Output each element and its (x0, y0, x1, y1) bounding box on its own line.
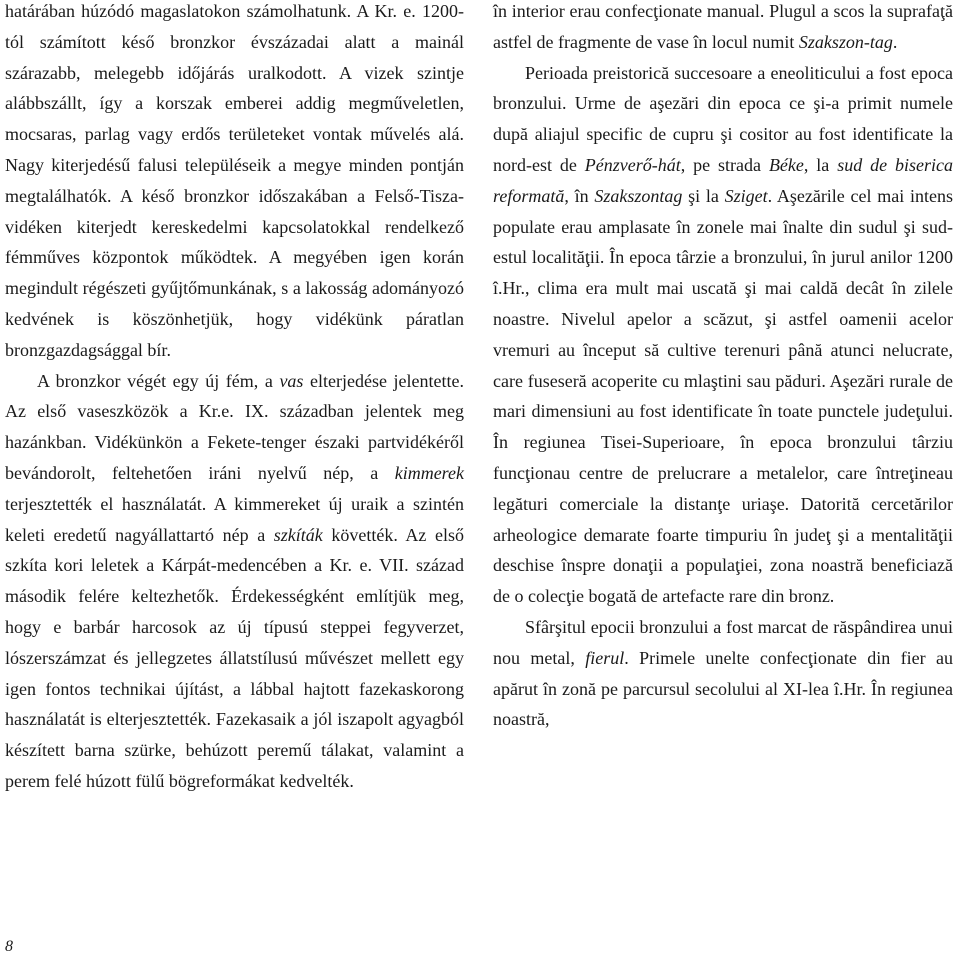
right-column-romanian (493, 0, 953, 735)
paragraph-text: , în (564, 185, 595, 206)
page-number: 8 (5, 938, 13, 955)
paragraph-text: în interior erau confecţionate manual. Plugul a scos la suprafaţă astfel de fragmente de vase în locul numit (493, 1, 953, 52)
paragraph-text: határában húzódó magaslatokon számolhatunk. A Kr. e. 1200-tól számított késő bronzkor évszázadai alatt a mainál szárazabb, melegebb időjárás uralkodott. A vizek szintje alábbszállt, így a korszak emberei addig megműveletlen, mocsaras, parlag vagy erdős területeket vontak művelés alá. Nagy kiterjedésű falusi településeik a megye minden pontján megtalálhatók. A késő bronzkor időszakában a Felső-Tisza-vidéken kiterjedt kereskedelmi kapcsolatokkal rendelkező fémműves központok működtek. A megyében igen korán megindult régészeti gyűjtőmunkának, s a lakosság adományozó kedvének is köszönhetjük, hogy vidékünk páratlan bronzgazdagsággal bír. (5, 1, 464, 360)
paragraph-text: , pe strada (680, 154, 769, 175)
paragraph-iron-age-hu (5, 366, 464, 797)
italic-place-szakszontag: Szakszontag (594, 185, 683, 206)
paragraph-late-bronze-age-hu (5, 0, 464, 366)
italic-term-szkitak: szkíták (273, 524, 323, 545)
italic-place-sziget: Sziget (724, 185, 768, 206)
paragraph-text: . (892, 31, 898, 52)
paragraph-text: elterjedése jelentette. Az első vaseszközök a Kr.e. IX. században jelentek meg hazánkban. Vidékünkön a Fekete-tenger északi partvidékéről bevándorolt, feltehetően iráni nyelvű nép, a (5, 370, 464, 483)
paragraph-text: terjesztették el használatát. A kimmereket új uraik a szintén keleti eredetű nagyállattartó nép a (5, 493, 464, 545)
italic-place-penzvero-hat: Pénzverő-hát (584, 154, 681, 175)
paragraph-text: . Primele unelte confecţionate din fier au apărut în zonă pe parcursul secolului al XI-lea î.Hr. În regiunea noastră, (493, 647, 953, 730)
italic-place-church: sud de biserica reformată (493, 154, 953, 206)
paragraph-text: Perioada preistorică succesoare a eneoliticului a fost epoca bronzului. Urme de aşezări din epoca ce şi-a primit numele după aliajul specific de cupru şi cositor au fost identificate la nord-est de (493, 62, 953, 175)
italic-term-fierul: fierul (585, 647, 625, 668)
paragraph-text: A bronzkor végét egy új fém, a (37, 370, 280, 391)
paragraph-bronze-age-ro (493, 58, 953, 612)
paragraph-text: Sfârşitul epocii bronzului a fost marcat de răspândirea unui nou metal, (493, 616, 953, 668)
italic-term-vas: vas (279, 370, 304, 391)
paragraph-text: , la (803, 154, 838, 175)
left-column-hungarian (5, 0, 464, 797)
italic-place-szakszon-tag: Szakszon-tag (798, 31, 893, 52)
paragraph-text: şi la (682, 185, 725, 206)
paragraph-text: . Aşezările cel mai intens populate erau amplasate în zonele mai înalte din sudul şi sud-estul localităţii. În epoca târzie a bronzului, în jurul anilor 1200 î.Hr., clima era mult mai uscată şi mai caldă decât în zilele noastre. Nivelul apelor a scăzut, şi astfel oamenii acelor vremuri au început să cultive terenuri până atunci nelucrate, care fuseseră acoperite cu mlaştini sau păduri. Aşezări rurale de mari dimensiuni au fost identificate în toate punctele judeţului. În regiunea Tisei-Superioare, în epoca bronzului târziu funcţionau centre de prelucrare a metalelor, care întreţineau legături comerciale la distanţe uriaşe. Datorită cercetărilor arheologice demarate foarte timpuriu în judeţ şi a mentalităţii deschise înspre donaţii a populaţiei, zona noastră beneficiază de o colecţie bogată de artefacte rare din bronz. (493, 185, 953, 607)
paragraph-plough-fragments-ro (493, 0, 953, 58)
paragraph-iron-age-ro (493, 612, 953, 735)
italic-term-kimmerek: kimmerek (394, 462, 464, 483)
italic-place-beke: Béke (768, 154, 804, 175)
paragraph-text: követték. Az első szkíta kori leletek a Kárpát-medencében a Kr. e. VII. század második felére keltezhetők. Érdekességként említjük meg, hogy e barbár harcosok az új típusú steppei fegyverzet, lószerszámzat és jellegzetes állatstílusú művészet mellett egy igen fontos technikai újítást, a lábbal hajtott fazekaskorong használatát is elterjesztették. Fazekasaik a jól iszapolt agyagból készített barna szürke, behúzott peremű tálakat, valamint a perem felé húzott fülű bögreformákat kedvelték. (5, 524, 464, 791)
